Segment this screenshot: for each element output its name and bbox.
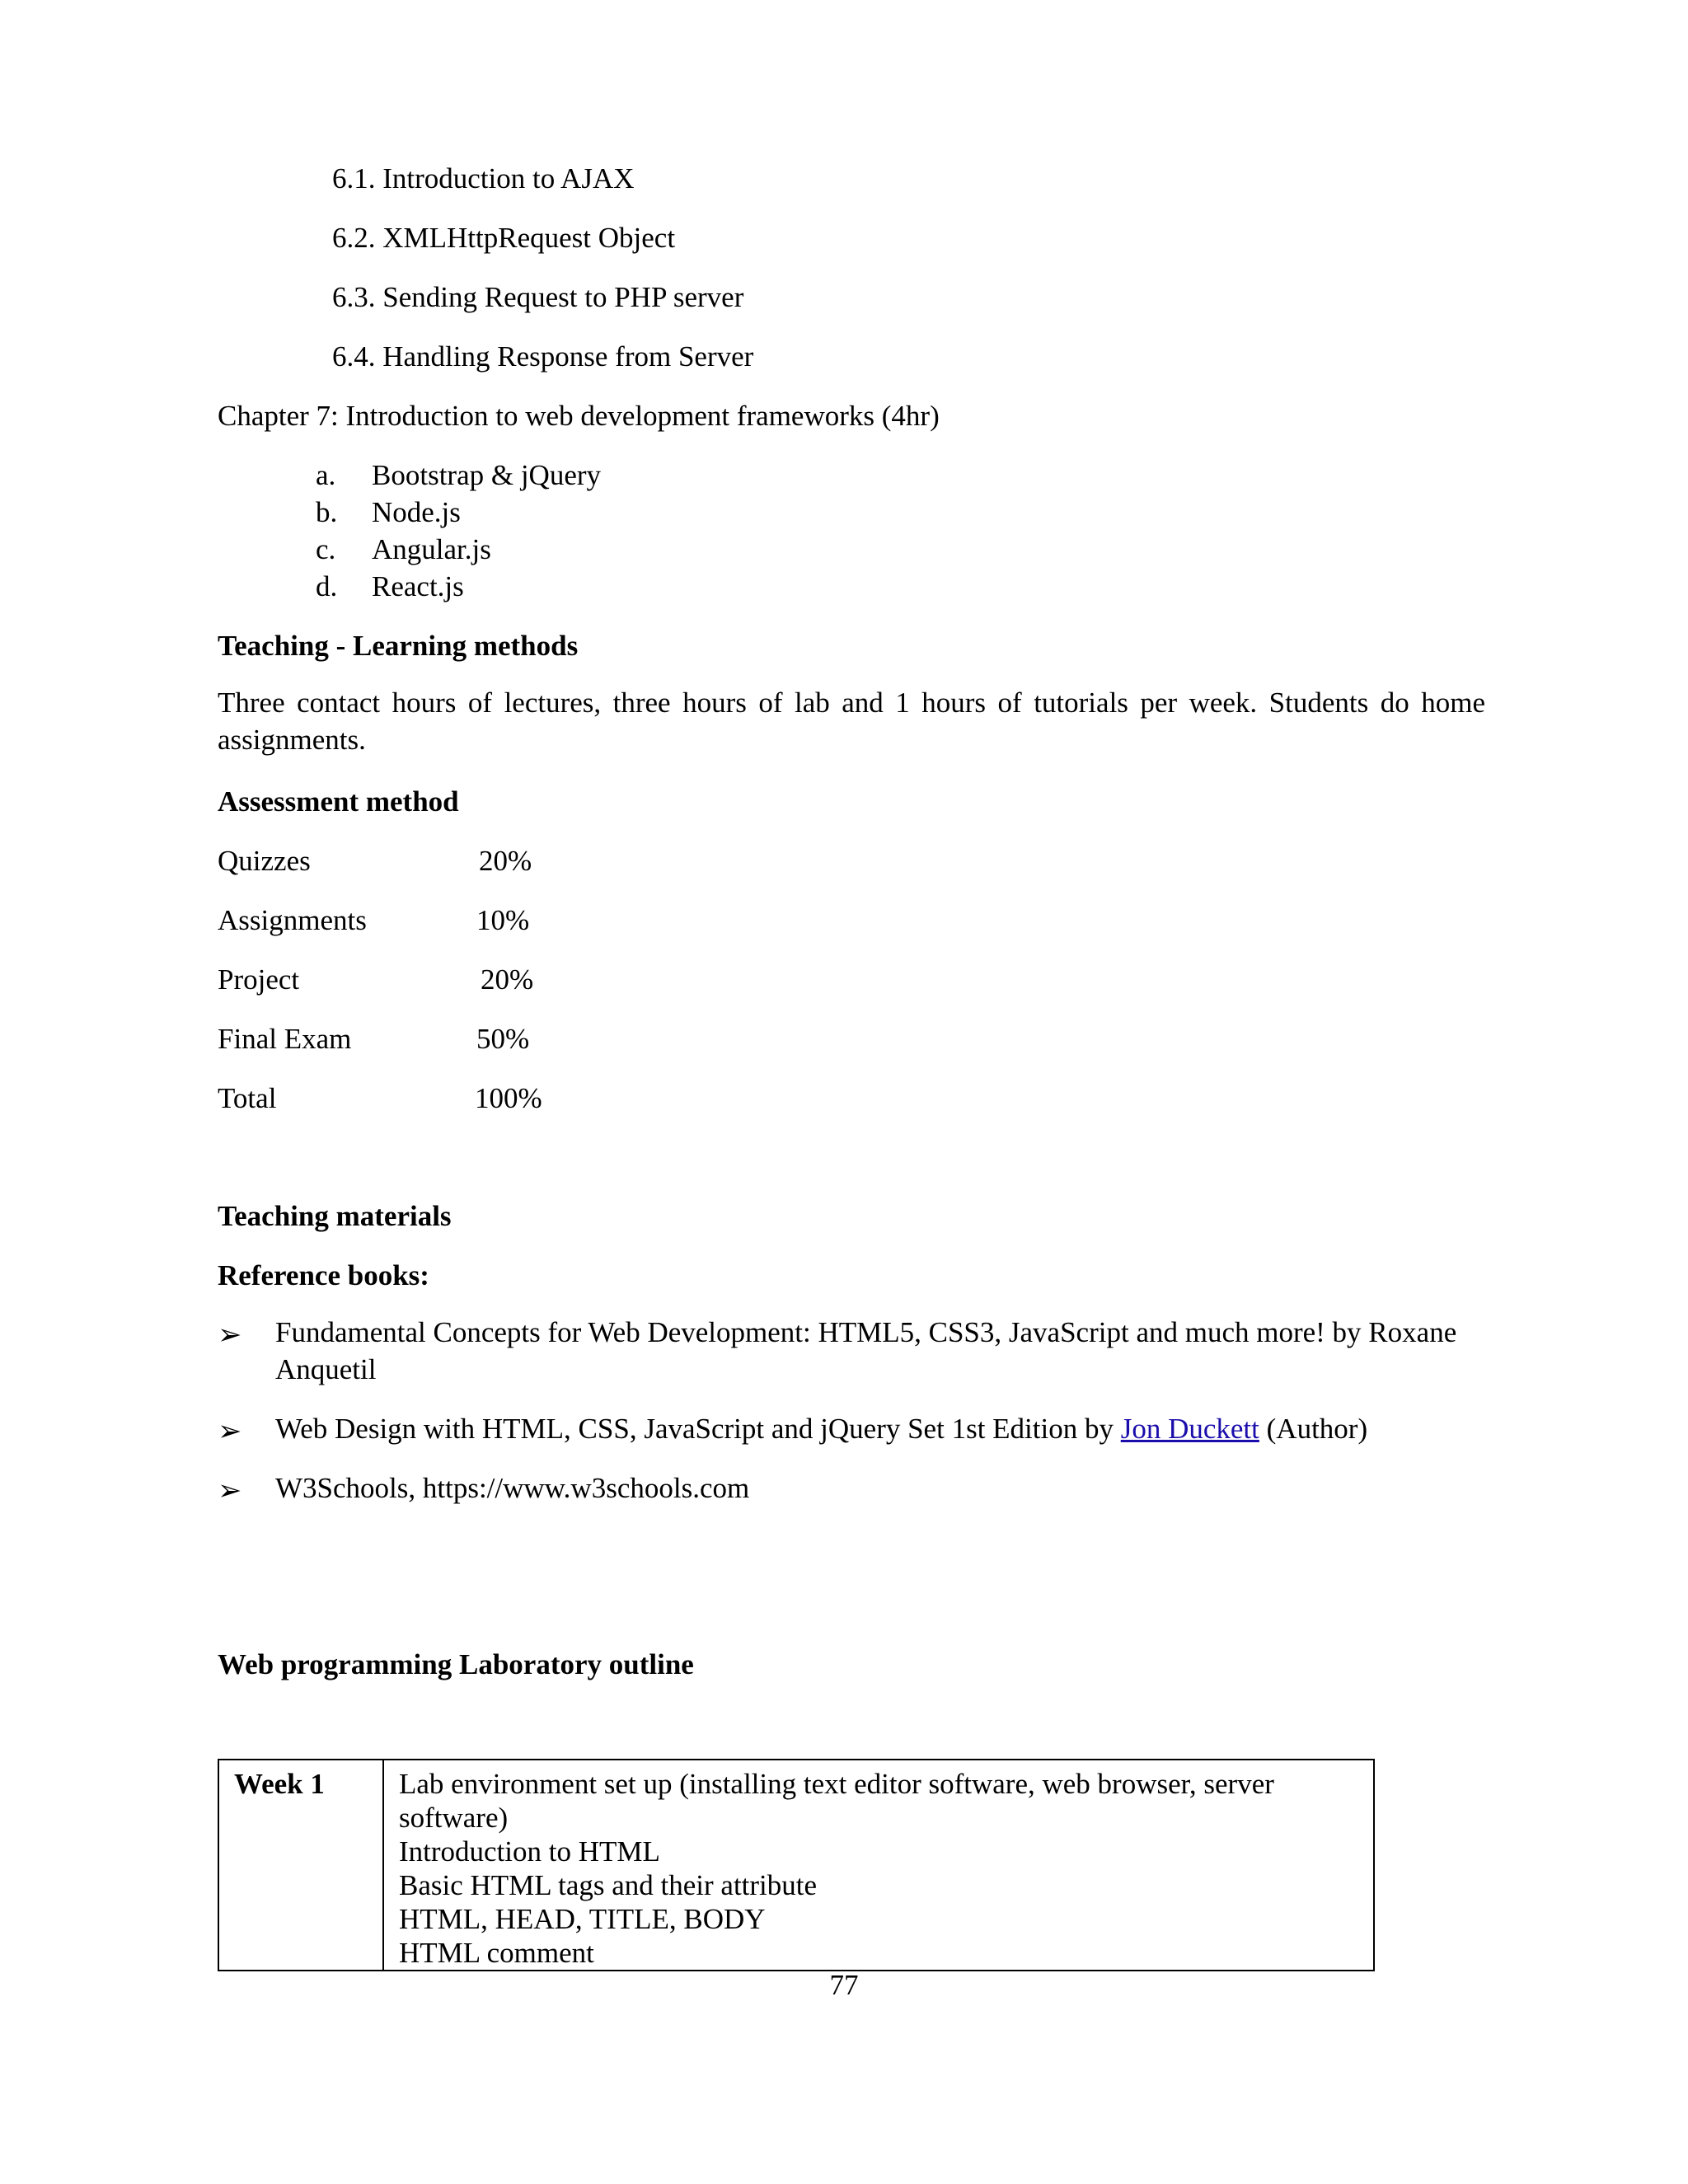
reference-book-item <box>275 1410 1485 1447</box>
reference-book-text: Web Design with HTML, CSS, JavaScript and jQuery Set 1st Edition by <box>275 1413 1121 1445</box>
week-cell: Week 1 <box>218 1760 383 1971</box>
bullet-arrow-icon: ➢ <box>218 1415 242 1447</box>
assessment-item-value: 20% <box>479 845 532 877</box>
assessment-item-value: 20% <box>481 963 534 996</box>
assessment-heading: Assessment method <box>218 785 459 818</box>
bullet-arrow-icon: ➢ <box>218 1474 242 1507</box>
list-marker: b. <box>316 496 338 528</box>
lab-outline-heading: Web programming Laboratory outline <box>218 1648 694 1680</box>
assessment-item-name: Quizzes <box>218 845 311 877</box>
page-number: 77 <box>829 1969 859 2001</box>
subsection-6-4: 6.4. Handling Response from Server <box>332 340 754 373</box>
reference-book-item: Fundamental Concepts for Web Development: HTML5, CSS3, JavaScript and much more! by Roxane Anquetil <box>275 1316 1457 1385</box>
lab-topic-line: Introduction to HTML <box>399 1835 660 1868</box>
assessment-item-name: Assignments <box>218 904 367 936</box>
lab-topic-line: HTML, HEAD, TITLE, BODY <box>399 1903 766 1935</box>
teaching-learning-heading: Teaching - Learning methods <box>218 630 579 662</box>
subsection-6-1: 6.1. Introduction to AJAX <box>332 162 635 194</box>
assessment-item-name: Final Exam <box>218 1023 352 1055</box>
lab-topic-line: Basic HTML tags and their attribute <box>399 1869 818 1901</box>
list-item: Bootstrap & jQuery <box>372 459 602 491</box>
list-item: Angular.js <box>372 533 491 565</box>
reference-books-heading: Reference books: <box>218 1259 429 1291</box>
lab-topic-line: HTML comment <box>399 1937 594 1969</box>
assessment-item-value: 10% <box>476 904 530 936</box>
assessment-item-value: 100% <box>475 1082 542 1114</box>
table-row <box>218 1760 1374 1971</box>
bullet-arrow-icon: ➢ <box>218 1319 242 1351</box>
list-marker: c. <box>316 533 336 565</box>
list-marker: d. <box>316 570 338 602</box>
lab-outline-table <box>218 1759 1375 1971</box>
chapter-7-title: Chapter 7: Introduction to web development frameworks (4hr) <box>218 400 940 432</box>
week-content-cell <box>383 1760 1374 1971</box>
author-link[interactable]: Jon Duckett <box>1120 1413 1259 1445</box>
subsection-6-3: 6.3. Sending Request to PHP server <box>332 281 744 313</box>
teaching-learning-text: Three contact hours of lectures, three hours of lab and 1 hours of tutorials per week. Students do home assignments. <box>218 687 1485 756</box>
lab-topic-line: software) <box>399 1802 509 1834</box>
teaching-materials-heading: Teaching materials <box>218 1200 452 1232</box>
assessment-item-name: Total <box>218 1082 277 1114</box>
list-marker: a. <box>316 459 336 491</box>
list-item: React.js <box>372 570 464 602</box>
subsection-6-2: 6.2. XMLHttpRequest Object <box>332 222 676 254</box>
assessment-item-value: 50% <box>476 1023 530 1055</box>
list-item: Node.js <box>372 496 461 528</box>
lab-topic-line: Lab environment set up (installing text editor software, web browser, server <box>399 1768 1274 1800</box>
reference-book-item: W3Schools, https://www.w3schools.com <box>275 1472 750 1504</box>
reference-book-text: (Author) <box>1259 1413 1368 1445</box>
assessment-item-name: Project <box>218 963 300 996</box>
